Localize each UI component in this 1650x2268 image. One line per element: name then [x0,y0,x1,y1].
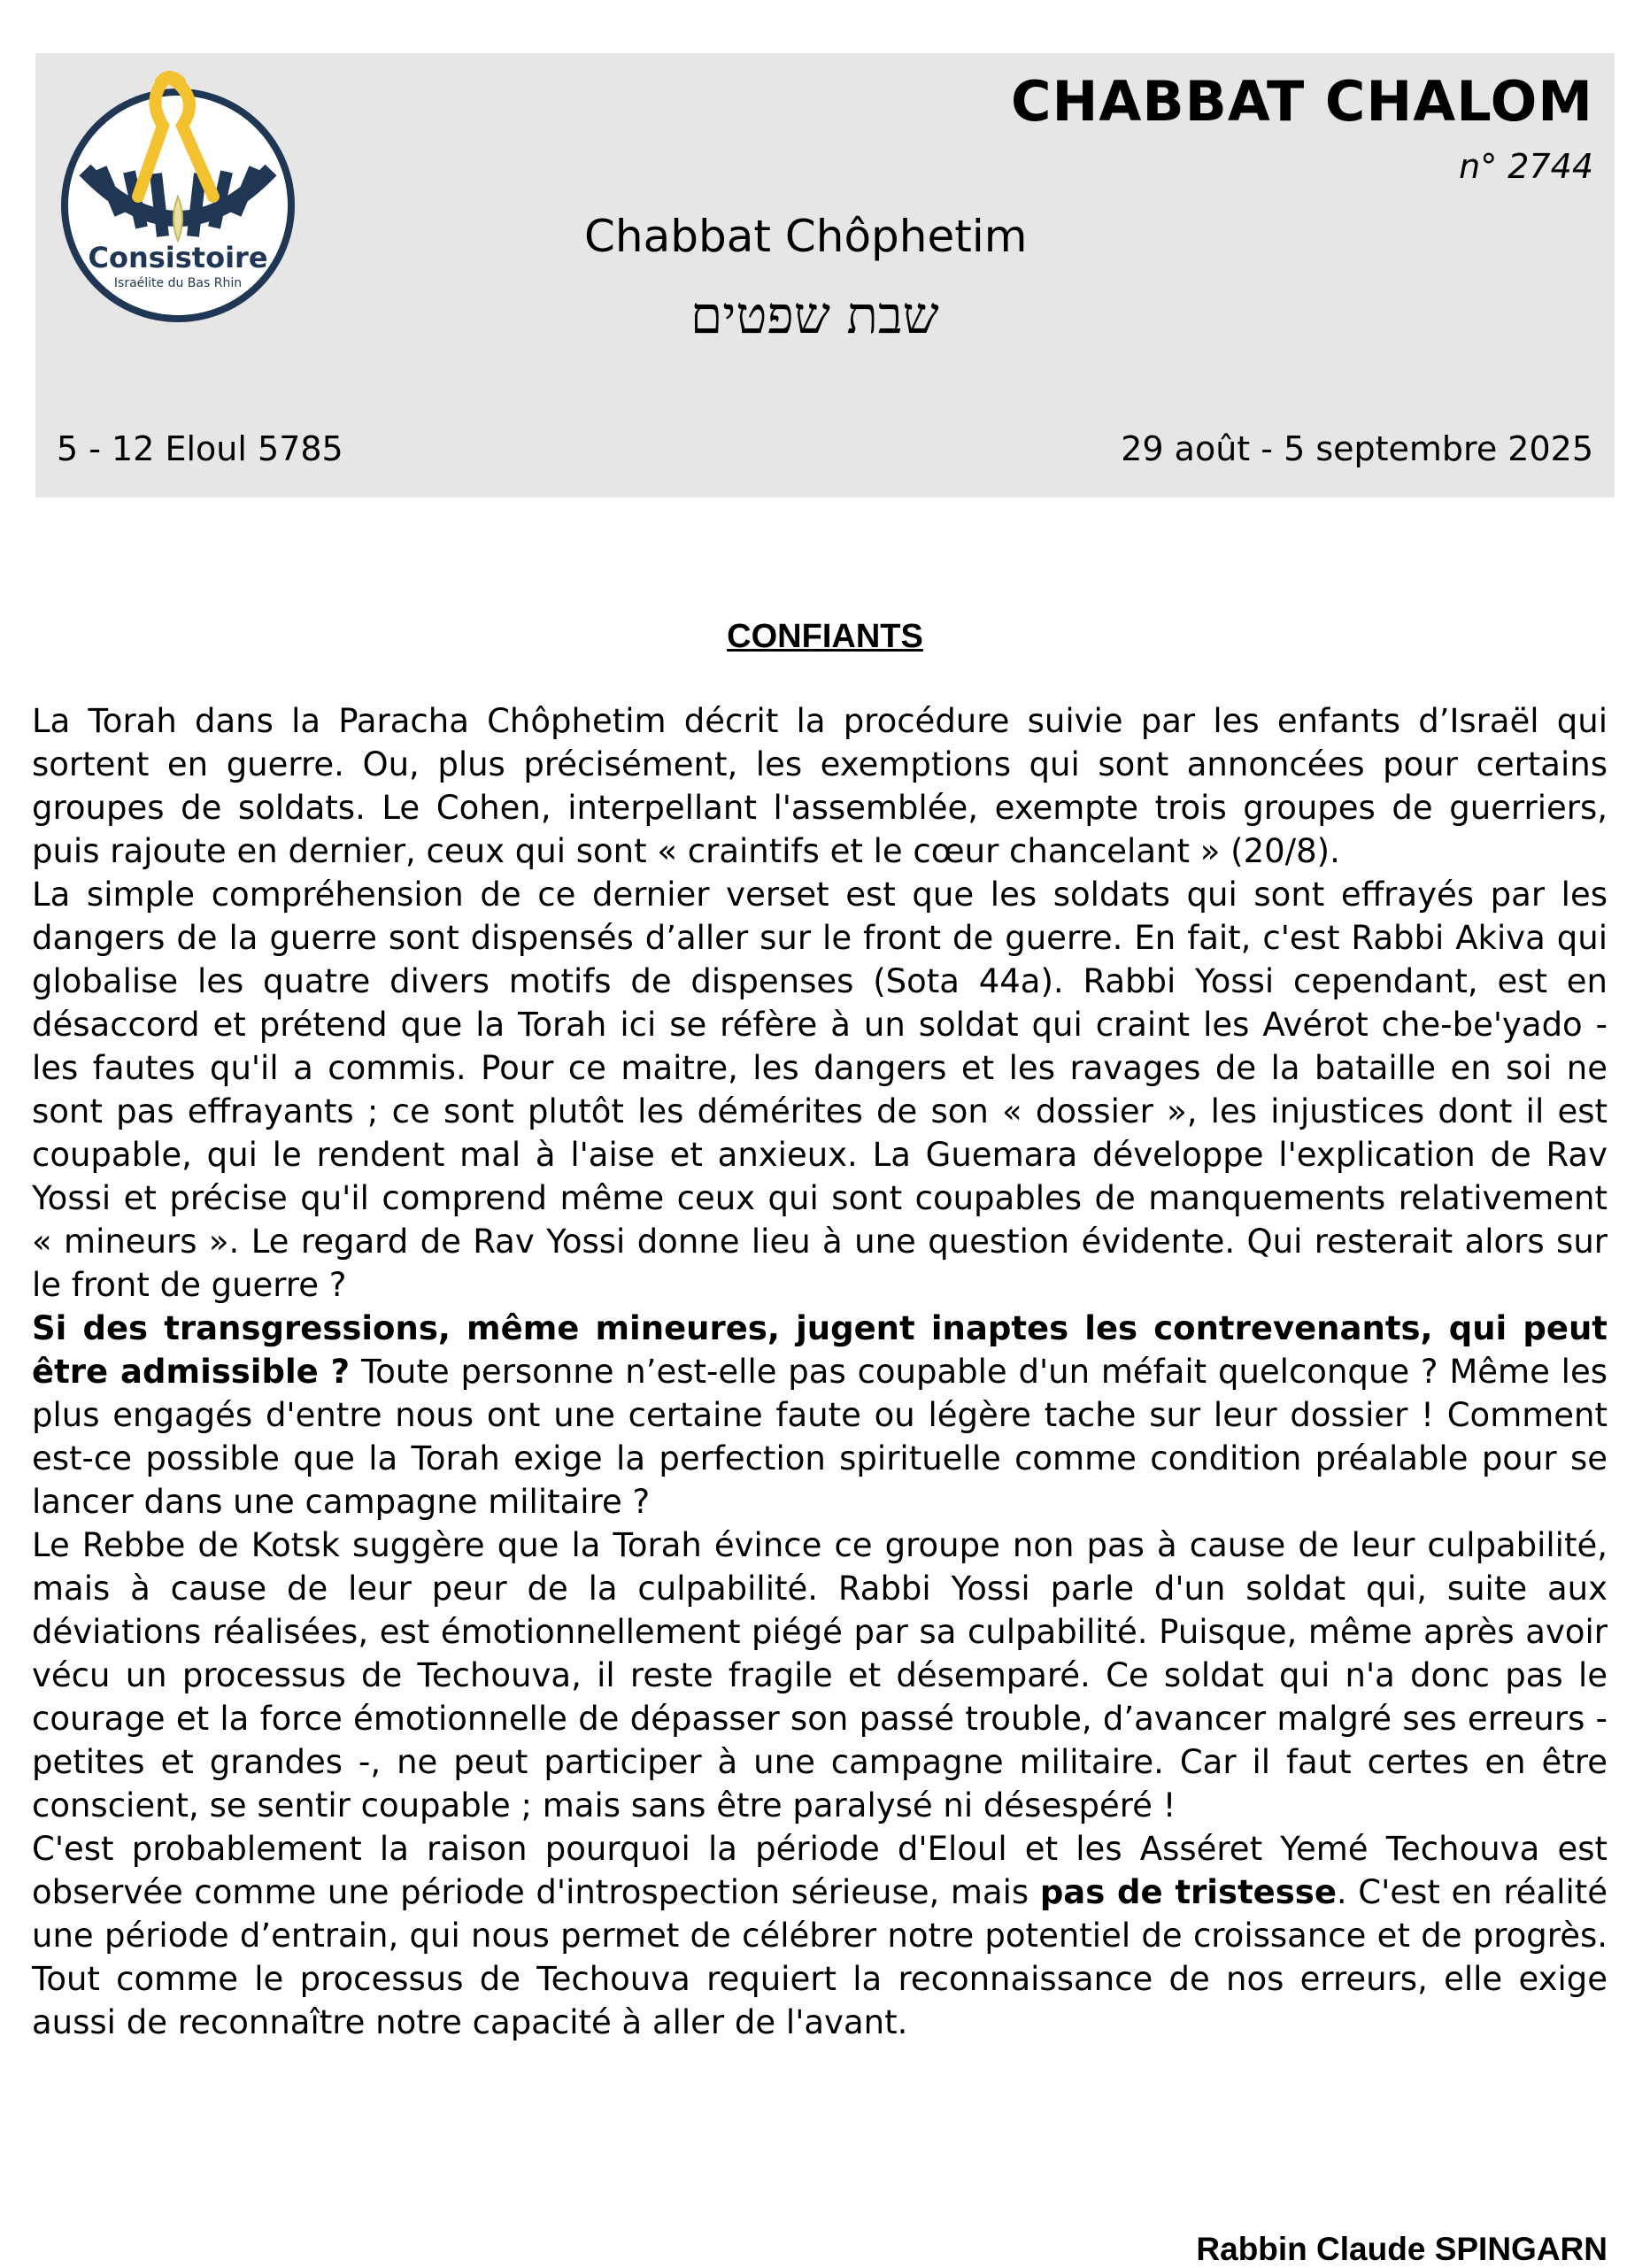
parasha-name: Chabbat Chôphetim [584,211,1028,262]
logo-text-main: Consistoire [88,241,268,274]
paragraph-5-after: . C'est en réalité une période d’entrain, qui nous permet de célébrer notre potentiel de croissance et de progrès. Tout comme le processus de Techouva requiert la reconnaissance de nos erreurs, elle exige aussi de reconnaître notre capacité à aller de l'avant. [32,1873,1608,2041]
paragraph-4: Le Rebbe de Kotsk suggère que la Torah évince ce groupe non pas à cause de leur culpabilité, mais à cause de leur peur de la culpabilité. Rabbi Yossi parle d'un soldat qui, suite aux déviations réalisées, est émotionnellement piégé par sa culpabilité. Puisque, même après avoir vécu un processus de Techouva, il reste fragile et désemparé. Ce soldat qui n'a donc pas le courage et la force émotionnelle de dépasser son passé trouble, d’avancer malgré ses erreurs - petites et grandes -, ne peut participer à une campagne militaire. Car il faut certes en être conscient, se sentir coupable ; mais sans être paralysé ni désespéré ! [32,1526,1608,1824]
paragraph-1: La Torah dans la Paracha Chôphetim décrit la procédure suivie par les enfants d’Israël qui sortent en guerre. Ou, plus précisément, les exemptions qui sont annoncées pour certains groupes de soldats. Le Cohen, interpellant l'assemblée, exempte trois groupes de guerriers, puis rajoute en dernier, ceux qui sont « craintifs et le cœur chancelant » (20/8). [32,702,1608,870]
paragraph-3-rest: Toute personne n’est-elle pas coupable d'un méfait quelconque ? Même les plus engagés d'entre nous ont une certaine faute ou légère tache sur leur dossier ! Comment est-ce possible que la Torah exige la perfection spirituelle comme condition préalable pour se lancer dans une campagne militaire ? [32,1353,1608,1521]
article-body [32,699,1608,2044]
consistoire-logo [50,64,306,329]
paragraph-3-bold: Si des transgressions, même mineures, jugent inaptes les contrevenants, qui peut être admissible ? [32,1309,1608,1391]
paragraph-3 [32,1307,1608,1524]
paragraph-2: La simple compréhension de ce dernier verset est que les soldats qui sont effrayés par les dangers de la guerre sont dispensés d’aller sur le front de guerre. En fait, c'est Rabbi Akiva qui globalise les quatre divers motifs de dispenses (Sota 44a). Rabbi Yossi cependant, est en désaccord et prétend que la Torah ici se réfère à un soldat qui craint les Avérot che-be'yado - les fautes qu'il a commis. Pour ce maitre, les dangers et les ravages de la bataille en soi ne sont pas effrayants ; ce sont plutôt les démérites de son « dossier », les injustices dont il est coupable, qui le rendent mal à l'aise et anxieux. La Guemara développe l'explication de Rav Yossi et précise qu'il comprend même ceux qui sont coupables de manquements relativement « mineurs ». Le regard de Rav Yossi donne lieu à une question évidente. Qui resterait alors sur le front de guerre ? [32,876,1608,1304]
header-banner [35,53,1615,498]
parasha-name-hebrew: שבת שפטים [690,285,939,345]
hebrew-date: 5 - 12 Eloul 5785 [57,429,343,468]
paragraph-5-bold: pas de tristesse [1039,1873,1337,1911]
paragraph-5-before: C'est probablement la raison pourquoi la période d'Eloul et les Asséret Yemé Techouva est observée comme une période d'introspection sérieuse, mais [32,1830,1608,1911]
logo-text-sub: Israélite du Bas Rhin [113,276,243,290]
article-title: CONFIANTS [727,618,923,655]
author-signature: Rabbin Claude SPINGARN [1196,2231,1608,2267]
paragraph-5 [32,1827,1608,2044]
civil-date: 29 août - 5 septembre 2025 [1121,429,1593,468]
issue-number: n° 2744 [1459,147,1593,186]
logo-emblem-icon [50,64,306,329]
masthead-title: CHABBAT CHALOM [1010,69,1593,134]
